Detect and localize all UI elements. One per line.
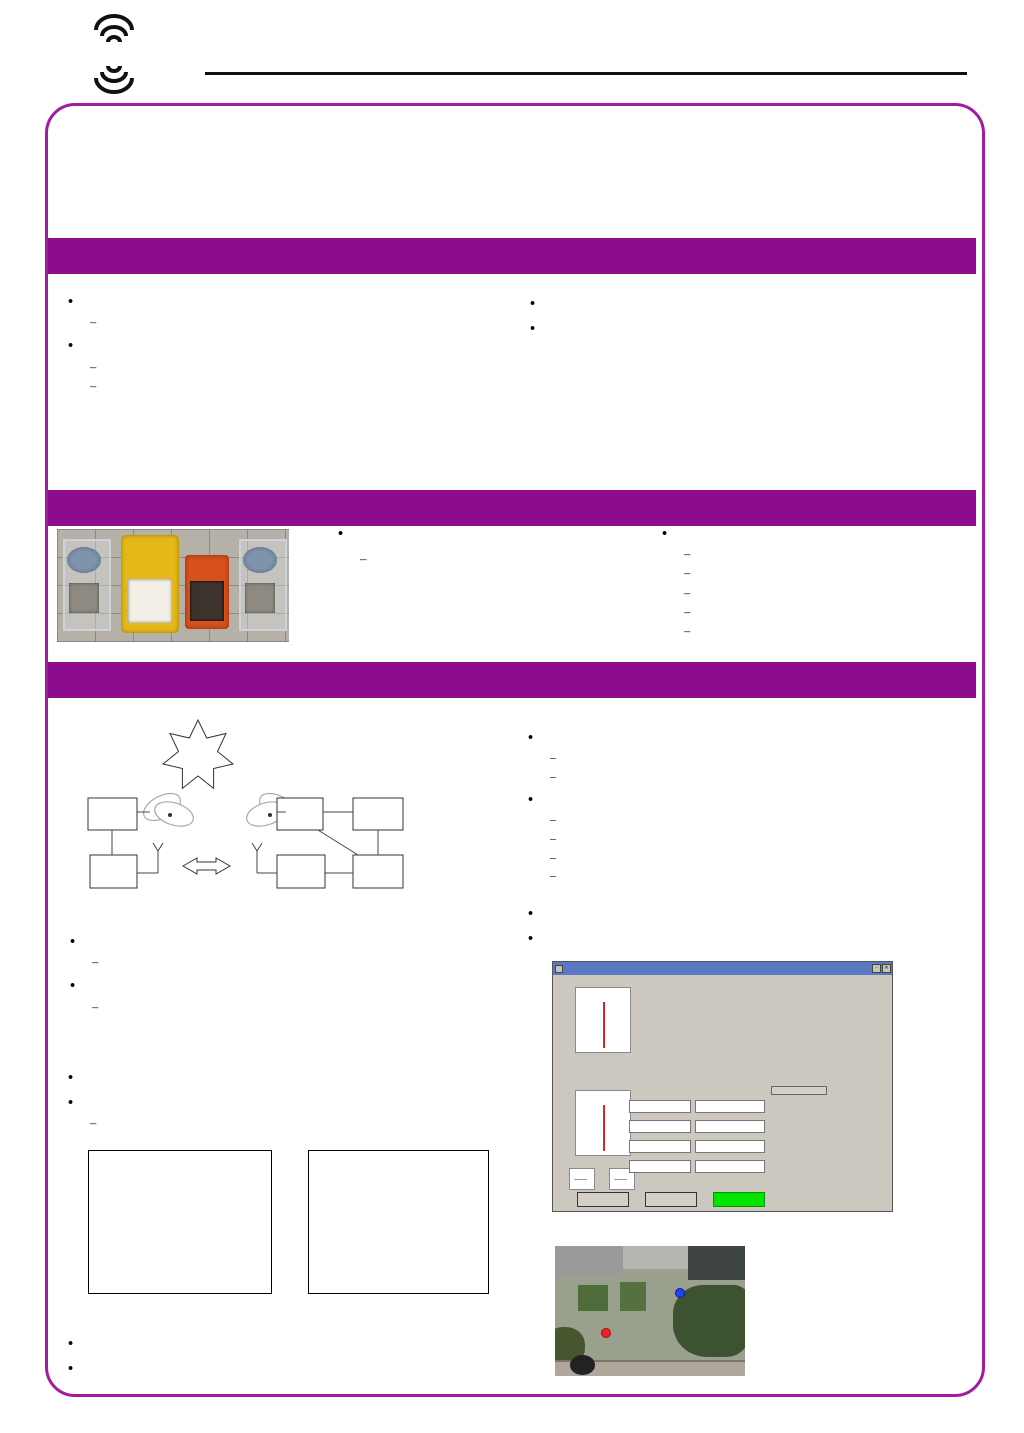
sub-bullet: [92, 954, 518, 970]
roof-center: [623, 1246, 688, 1269]
sub-bullet: [92, 999, 518, 1015]
sub-bullet: [90, 314, 516, 330]
sub-bullet: [90, 359, 516, 375]
bullet-marker: •: [338, 526, 344, 542]
bullet: [530, 320, 970, 338]
dash-marker: –: [90, 378, 97, 393]
bidirectional-arrow: [183, 858, 230, 874]
tx-marker-dot: [675, 1288, 685, 1298]
roof-right: [688, 1246, 745, 1280]
transmitter-rig: [235, 537, 287, 629]
gui-field-path-loss: [695, 1160, 765, 1173]
dash-marker: –: [550, 768, 556, 783]
dash-marker: –: [90, 315, 97, 330]
dome: [570, 1355, 595, 1375]
dash-marker: –: [550, 868, 556, 883]
bullet-marker: •: [70, 978, 76, 995]
dash-marker: –: [92, 955, 99, 970]
dash-marker: –: [684, 585, 691, 600]
problem-banner: [48, 490, 976, 526]
stop-button[interactable]: [577, 1192, 629, 1207]
yellow-case: [121, 535, 179, 633]
gui-live-button[interactable]: [713, 1192, 765, 1207]
bullet-marker: •: [528, 792, 534, 809]
dash-marker: –: [684, 566, 691, 581]
close-icon[interactable]: ✕: [882, 964, 891, 973]
field-aerial-photo: [555, 1246, 745, 1376]
gui-titlebar[interactable]: [553, 962, 892, 975]
bullet-marker: •: [528, 906, 534, 922]
sub-bullet: [684, 585, 974, 601]
spectral-block: [68, 1062, 516, 1132]
intro-right-column: [530, 288, 970, 338]
bullet: [68, 1335, 498, 1353]
bullet-marker: •: [68, 294, 74, 310]
sub-bullet: [684, 604, 974, 620]
green-patch: [620, 1282, 647, 1311]
rx-elevation-plot: [569, 1168, 595, 1190]
gui-field-spectral-snr: [695, 1120, 765, 1133]
gui-field-snr: [695, 1100, 765, 1113]
radio-testbed-diagram: [60, 715, 520, 900]
transmitting-azimuth-plot: [575, 1090, 631, 1156]
bullet-marker: •: [68, 1095, 74, 1112]
intro-left-column: [68, 286, 516, 394]
sub-bullet: [550, 769, 976, 785]
pause-button[interactable]: [645, 1192, 697, 1207]
bullet-marker: •: [68, 1070, 74, 1086]
receiver-rig: [59, 537, 111, 629]
dash-marker: –: [684, 624, 691, 639]
gui-bullets: [528, 898, 968, 948]
minimize-icon[interactable]: ▫: [872, 964, 881, 973]
dash-marker: –: [550, 831, 556, 846]
zoomed-spectrum-canvas: [771, 1104, 889, 1204]
bullet: [662, 525, 974, 543]
comm-radio-left-box: [90, 855, 137, 888]
bullet: [338, 525, 656, 543]
gps-plot-canvas: [639, 983, 769, 1093]
wideband-receiver-box: [277, 798, 323, 830]
sub-bullet: [550, 831, 976, 847]
gui-field-digitizer: [629, 1160, 691, 1173]
composite-spectrum-canvas: [771, 983, 889, 1083]
matlab-box: [353, 855, 403, 888]
bullet: [528, 930, 968, 948]
dash-marker: –: [90, 359, 97, 374]
dash-marker: –: [90, 1116, 97, 1131]
dash-marker: –: [684, 604, 691, 619]
bullet-marker: •: [662, 526, 668, 542]
bullet-marker: •: [70, 934, 76, 950]
filtered-spectrum-canvas: [309, 1151, 488, 1293]
bullet: [70, 933, 518, 951]
bullet: [528, 905, 968, 923]
distortion-star: [163, 720, 233, 788]
orange-case: [185, 555, 229, 629]
bullet-marker: •: [68, 1361, 74, 1378]
bullet: [68, 1360, 498, 1378]
problem-col2: [662, 525, 974, 639]
cens-logo: [52, 4, 237, 104]
dash-marker: –: [550, 812, 556, 827]
sub-bullet: [684, 565, 974, 581]
bullet-marker: •: [528, 931, 534, 948]
dash-marker: –: [550, 849, 556, 864]
hardware-block: [528, 722, 976, 884]
gps-block: [68, 1328, 498, 1378]
filtered-spectrum-chart: [308, 1150, 489, 1294]
sub-bullet: [550, 850, 976, 866]
received-spectrum-canvas: [89, 1151, 271, 1293]
sub-bullet: [550, 812, 976, 828]
gui-field-rx-attenuation: [629, 1140, 691, 1153]
sub-bullet: [684, 546, 974, 562]
bullet: [68, 1069, 516, 1087]
dash-marker: –: [684, 547, 691, 562]
bullet: [528, 791, 976, 809]
sub-bullet: [90, 378, 516, 394]
problem-col1: [338, 525, 656, 571]
dash-marker: –: [360, 551, 367, 567]
rx-marker-dot: [601, 1328, 611, 1338]
bullet-marker: •: [530, 321, 536, 338]
received-spectrum-chart: [88, 1150, 272, 1294]
sub-bullet: [550, 750, 976, 766]
adc-box: [353, 798, 403, 830]
introduction-banner: [48, 238, 976, 274]
testbed-gui-window: [552, 961, 893, 1212]
tone-generator-box: [88, 798, 137, 830]
bullet: [530, 295, 970, 313]
gui-field-rx-power: [695, 1140, 765, 1153]
header-underline: [205, 72, 967, 75]
spectrum-dropdown[interactable]: [771, 1086, 827, 1095]
roof-left: [555, 1246, 623, 1275]
gui-field-tx-power: [629, 1120, 691, 1133]
window-icon: [555, 965, 563, 973]
bullet-marker: •: [68, 338, 74, 355]
bullet: [528, 729, 976, 747]
bullet-marker: •: [68, 1336, 74, 1352]
sub-bullet: [550, 868, 976, 884]
bullet-marker: •: [530, 296, 536, 312]
bullet: [68, 1094, 516, 1112]
dash-marker: –: [550, 750, 556, 765]
dash-marker: –: [92, 999, 99, 1014]
bullet: [68, 293, 516, 311]
sub-bullet: [684, 623, 974, 639]
green-patch: [578, 1285, 608, 1311]
signal-strength-heatmap: [745, 1240, 977, 1380]
testbed-photo: [57, 529, 289, 642]
comm-radio-right-box: [277, 855, 325, 888]
gui-field-satellites: [629, 1100, 691, 1113]
agc-block: [70, 926, 518, 1015]
sub-bullet: [90, 1115, 516, 1131]
receiving-azimuth-plot: [575, 987, 631, 1053]
bullet: [68, 337, 516, 355]
sub-bullet: [360, 546, 656, 571]
bullet: [70, 977, 518, 995]
solution-banner: [48, 662, 976, 698]
bullet-marker: •: [528, 730, 534, 746]
